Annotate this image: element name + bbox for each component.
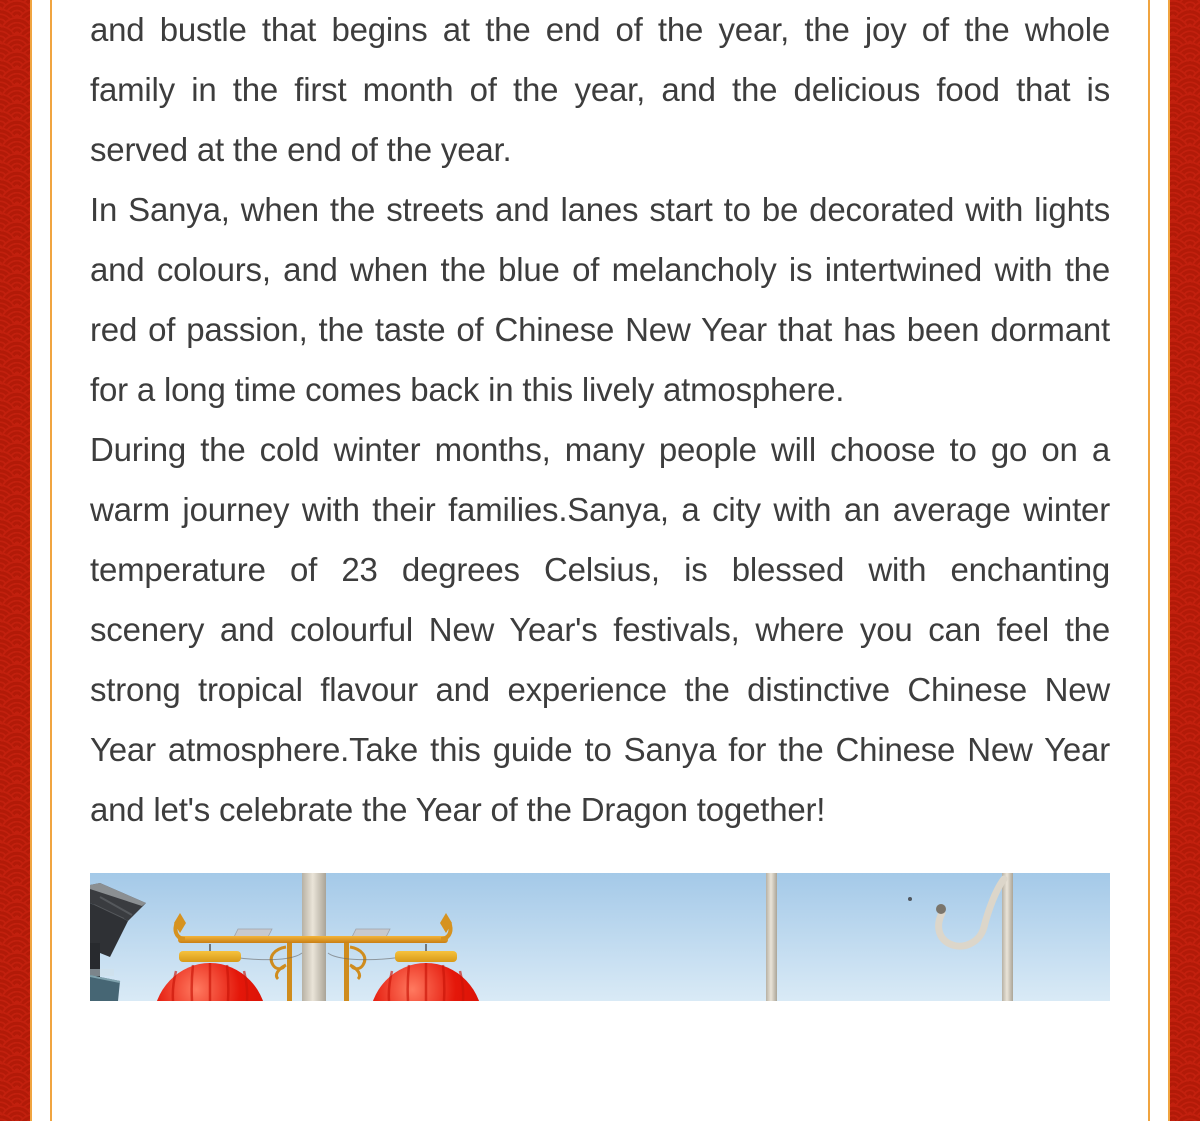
article-body — [90, 0, 1110, 840]
photo-speaker-right — [352, 929, 390, 937]
content-card — [50, 0, 1150, 1121]
photo-speaker-left — [234, 929, 272, 937]
article-photo — [90, 873, 1110, 1001]
lanterns-street-photo — [90, 873, 1110, 1001]
photo-street-pole — [766, 873, 777, 1001]
paragraph-winter-guide: During the cold winter months, many people will choose to go on a warm journey with their families.Sanya, a city with an average winter temperature of 23 degrees Celsius, is blessed with enchanting scenery and colourful New Year's festivals, where you can feel the strong tropical flavour and experience the distinctive Chinese New Year atmosphere.Take this guide to Sanya for the Chinese New Year and let's celebrate the Year of the Dragon together! — [90, 431, 1110, 828]
photo-bird-speck — [908, 897, 912, 901]
outer-gold-frame — [30, 0, 1170, 1121]
paragraph-intro-continued: and bustle that begins at the end of the year, the joy of the whole family in the first month of the year, and the delicious food that is served at the end of the year. — [90, 11, 1110, 168]
paragraph-sanya-streets: In Sanya, when the streets and lanes start to be decorated with lights and colours, and when the blue of melancholy is intertwined with the red of passion, the taste of Chinese New Year that has been dormant for a long time comes back in this lively atmosphere. — [90, 191, 1110, 408]
